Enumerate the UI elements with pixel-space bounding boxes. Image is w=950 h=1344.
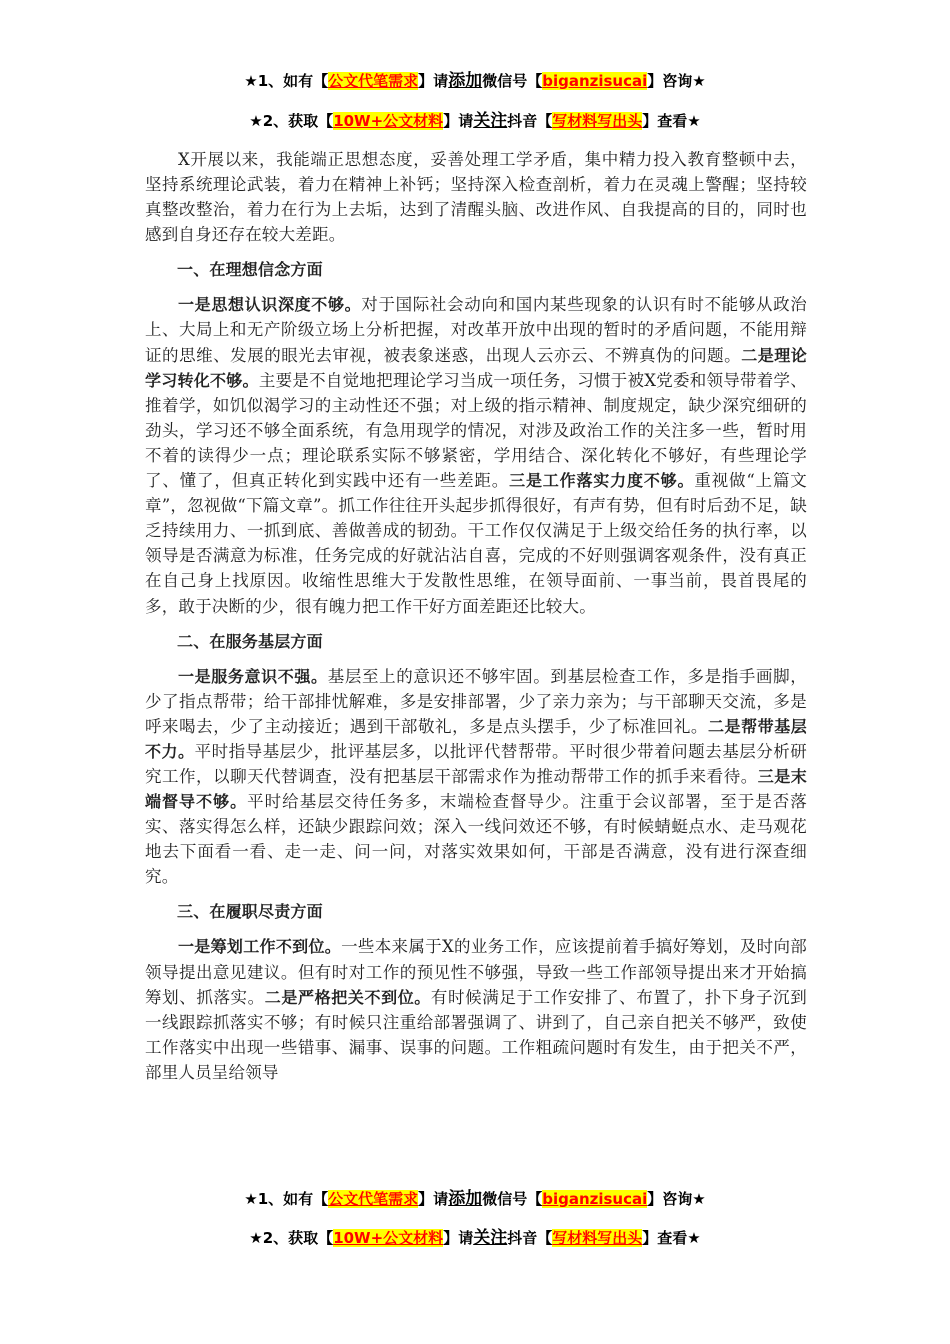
point-text: 一些本来属于X的业务工作，应该提前着手搞好筹划，及时向部领导提出意见建议。但有时对工作的预见性不够强，导致一些工作部领导提出来才开始搞筹划、抓落实。 <box>145 937 807 1007</box>
point-title: 一是思想认识深度不够。 <box>178 295 362 315</box>
section-2-paragraph <box>145 664 807 890</box>
point-text: 平时指导基层少，批评基层多，以批评代替帮带。平时很少带着问题去基层分析研究工作，以聊天代替调查，没有把基层干部需求作为推动帮带工作的抓手来看待。 <box>145 741 807 786</box>
ad-highlight: biganzisucai <box>542 72 648 90</box>
ad-text: 微信号【 <box>482 1190 543 1208</box>
point-text: 主要是不自觉地把理论学习当成一项任务，习惯于被X党委和领导带着学、推着学，如饥似渴学习的主动性还不强；对上级的指示精神、制度规定，缺少深究细研的劲头，学习还不够全面系统，有急用现学的情况，对涉及政治工作的关注多一些，暂时用不着的读得少一点；理论联系实际不够紧密，学用结合、深化转化不够好，有些理论学了、懂了，但真正转化到实践中还有一些差距。 <box>145 370 807 491</box>
section-1-heading: 一、在理想信念方面 <box>177 260 323 280</box>
section-1-paragraph <box>145 292 807 618</box>
ad-emphasis: 关注 <box>473 1228 508 1248</box>
ad-text: 】请 <box>443 112 474 130</box>
document-body <box>145 147 807 1085</box>
ad-text: 抖音【 <box>507 1229 553 1247</box>
ad-text: 】查看★ <box>642 112 701 130</box>
point-title: 二是严格把关不到位。 <box>264 987 431 1007</box>
section-2-heading: 二、在服务基层方面 <box>177 631 323 651</box>
ad-text: ★2、获取【 <box>249 112 334 130</box>
ad-top-line-2 <box>0 110 950 132</box>
ad-highlight: 10W+公文材料 <box>333 1229 444 1247</box>
point-text: 对于国际社会动向和国内某些现象的认识有时不能够从政治上、大局上和无产阶级立场上分析把握，对改革开放中出现的暂时的矛盾问题，不能用辩证的思维、发展的眼光去审视，被表象迷惑，出现人云亦云、不辨真伪的问题。 <box>145 295 808 365</box>
point-text: 平时给基层交待任务多，末端检查督导少。注重于会议部署，至于是否落实、落实得怎么样，还缺少跟踪问效；深入一线问效还不够，有时候蜻蜓点水、走马观花地去下面看一看、走一走、问一问，对落实效果如何，干部是否满意，没有进行深查细究。 <box>145 792 808 887</box>
ad-text: 】请 <box>443 1229 474 1247</box>
ad-text: 】咨询★ <box>647 72 706 90</box>
ad-highlight: 写材料写出头 <box>552 1229 643 1247</box>
point-title: 一是服务意识不强。 <box>178 666 328 686</box>
ad-highlight: 10W+公文材料 <box>333 112 444 130</box>
section-3-paragraph <box>145 934 807 1085</box>
point-title: 二是帮带基层不力。 <box>145 716 808 761</box>
ad-bottom-line-1 <box>0 1188 950 1210</box>
section-3-heading: 三、在履职尽责方面 <box>177 902 323 922</box>
ad-text: 微信号【 <box>482 72 543 90</box>
ad-text: 】咨询★ <box>647 1190 706 1208</box>
ad-text: ★1、如有【 <box>244 72 329 90</box>
ad-bottom-line-2 <box>0 1227 950 1249</box>
ad-emphasis: 添加 <box>448 71 483 91</box>
ad-text: 】查看★ <box>642 1229 701 1247</box>
point-title: 二是理论学习转化不够。 <box>145 345 807 390</box>
ad-highlight: 公文代笔需求 <box>328 1190 419 1208</box>
ad-highlight: 公文代笔需求 <box>328 72 419 90</box>
ad-text: 】请 <box>418 1190 449 1208</box>
point-text: 有时候满足于工作安排了、布置了，扑下身子沉到一线跟踪抓落实不够；有时候只注重给部署强调了、讲到了，自己亲自把关不够严，致使工作落实中出现一些错事、漏事、误事的问题。工作粗疏问题时有发生，由于把关不严，部里人员呈给领导 <box>145 987 807 1082</box>
point-title: 三是工作落实力度不够。 <box>509 471 695 491</box>
ad-emphasis: 关注 <box>473 111 508 131</box>
point-text: 基层至上的意识还不够牢固。到基层检查工作，多是指手画脚，少了指点帮带；给干部排忧解难，多是安排部署，少了亲力亲为；与干部聊天交流，多是呼来喝去，少了主动接近；遇到干部敬礼，多是点头摆手，少了标准回礼。 <box>145 666 807 736</box>
ad-text: ★2、获取【 <box>249 1229 334 1247</box>
ad-highlight: biganzisucai <box>542 1190 648 1208</box>
point-title: 一是筹划工作不到位。 <box>178 937 342 957</box>
intro-paragraph: X开展以来，我能端正思想态度，妥善处理工学矛盾，集中精力投入教育整顿中去，坚持系统理论武装，着力在精神上补钙；坚持深入检查剖析，着力在灵魂上警醒；坚持较真整改整治，着力在行为上去垢，达到了清醒头脑、改进作风、自我提高的目的，同时也感到自身还存在较大差距。 <box>145 150 807 245</box>
point-text: 重视做“上篇文章”，忽视做“下篇文章”。抓工作往往开头起步抓得很好，有声有势，但有时后劲不足，缺乏持续用力、一抓到底、善做善成的韧劲。干工作仅仅满足于上级交给任务的执行率，以领导是否满意为标准，任务完成的好就沾沾自喜，完成的不好则强调客观条件，没有真正在自己身上找原因。收缩性思维大于发散性思维，在领导面前、一事当前，畏首畏尾的多，敢于决断的少，很有魄力把工作干好方面差距还比较大。 <box>145 471 808 616</box>
ad-text: 抖音【 <box>507 112 553 130</box>
ad-top-line-1 <box>0 70 950 92</box>
ad-highlight: 写材料写出头 <box>552 112 643 130</box>
ad-text: 】请 <box>418 72 449 90</box>
ad-text: ★1、如有【 <box>244 1190 329 1208</box>
point-title: 三是末端督导不够。 <box>145 766 807 812</box>
ad-emphasis: 添加 <box>448 1189 483 1209</box>
